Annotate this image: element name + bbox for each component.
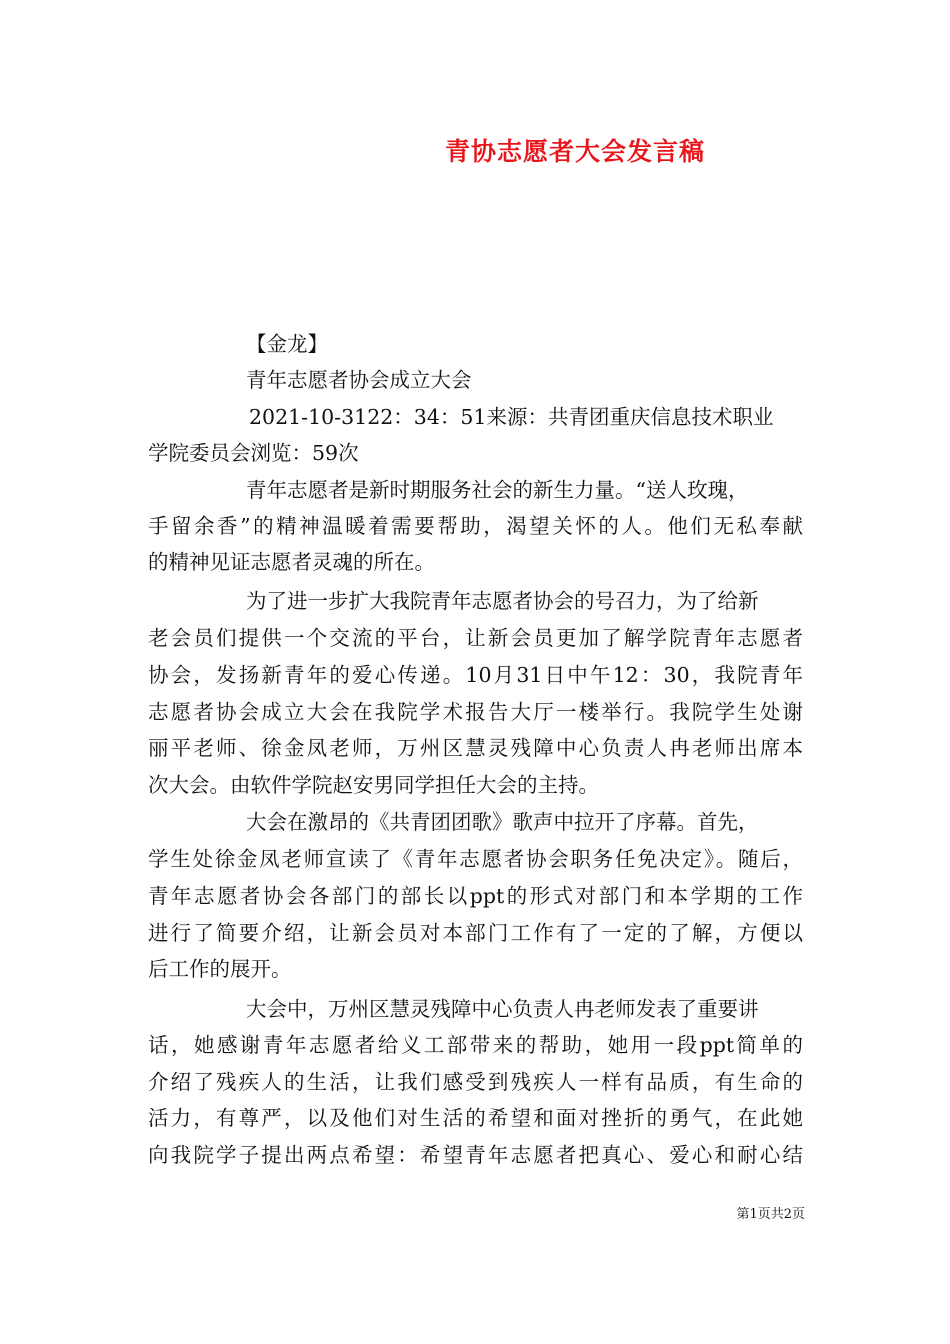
meta-line: 2021-10-3122：34：51来源：共青团重庆信息技术职业 <box>249 405 774 429</box>
document-title: 青协志愿者大会发言稿 <box>444 137 705 166</box>
paragraph-line: 丽平老师、徐金凤老师，万州区慧灵残障中心负责人冉老师出席本 <box>148 736 803 760</box>
paragraph-line: 进行了简要介绍，让新会员对本部门工作有了一定的了解，方便以 <box>148 921 803 945</box>
paragraph-line: 青年志愿者协会各部门的部长以ppt的形式对部门和本学期的工作 <box>148 884 803 908</box>
paragraph-line: 志愿者协会成立大会在我院学术报告大厅一楼举行。我院学生处谢 <box>148 700 803 724</box>
paragraph-line: 介绍了残疾人的生活，让我们感受到残疾人一样有品质，有生命的 <box>148 1070 803 1094</box>
paragraph-line: 学生处徐金凤老师宣读了《青年志愿者协会职务任免决定》。随后， <box>148 847 803 871</box>
paragraph-line: 的精神见证志愿者灵魂的所在。 <box>148 550 435 574</box>
author-line: 【金龙】 <box>246 332 328 356</box>
paragraph-line: 青年志愿者是新时期服务社会的新生力量。“送人玫瑰， <box>246 478 749 502</box>
paragraph-line: 向我院学子提出两点希望：希望青年志愿者把真心、爱心和耐心结 <box>148 1143 803 1167</box>
paragraph-line: 次大会。由软件学院赵安男同学担任大会的主持。 <box>148 773 599 797</box>
paragraph-line: 大会在激昂的《共青团团歌》歌声中拉开了序幕。首先， <box>246 810 759 834</box>
paragraph-line: 手留余香”的精神温暖着需要帮助，渴望关怀的人。他们无私奉献 <box>148 514 803 538</box>
paragraph-line: 后工作的展开。 <box>148 957 292 981</box>
paragraph-line: 大会中，万州区慧灵残障中心负责人冉老师发表了重要讲 <box>246 997 759 1021</box>
page-footer: 第1页共2页 <box>736 1207 805 1222</box>
paragraph-line: 活力，有尊严，以及他们对生活的希望和面对挫折的勇气，在此她 <box>148 1106 803 1130</box>
paragraph-line: 老会员们提供一个交流的平台，让新会员更加了解学院青年志愿者 <box>148 626 803 650</box>
paragraph-line: 为了进一步扩大我院青年志愿者协会的号召力，为了给新 <box>246 589 759 613</box>
paragraph-line: 协会，发扬新青年的爱心传递。10月31日中午12：30，我院青年 <box>148 663 803 687</box>
meta-line: 学院委员会浏览：59次 <box>148 441 359 465</box>
subtitle-line: 青年志愿者协会成立大会 <box>246 368 472 392</box>
paragraph-line: 话，她感谢青年志愿者给义工部带来的帮助，她用一段ppt简单的 <box>148 1033 803 1057</box>
